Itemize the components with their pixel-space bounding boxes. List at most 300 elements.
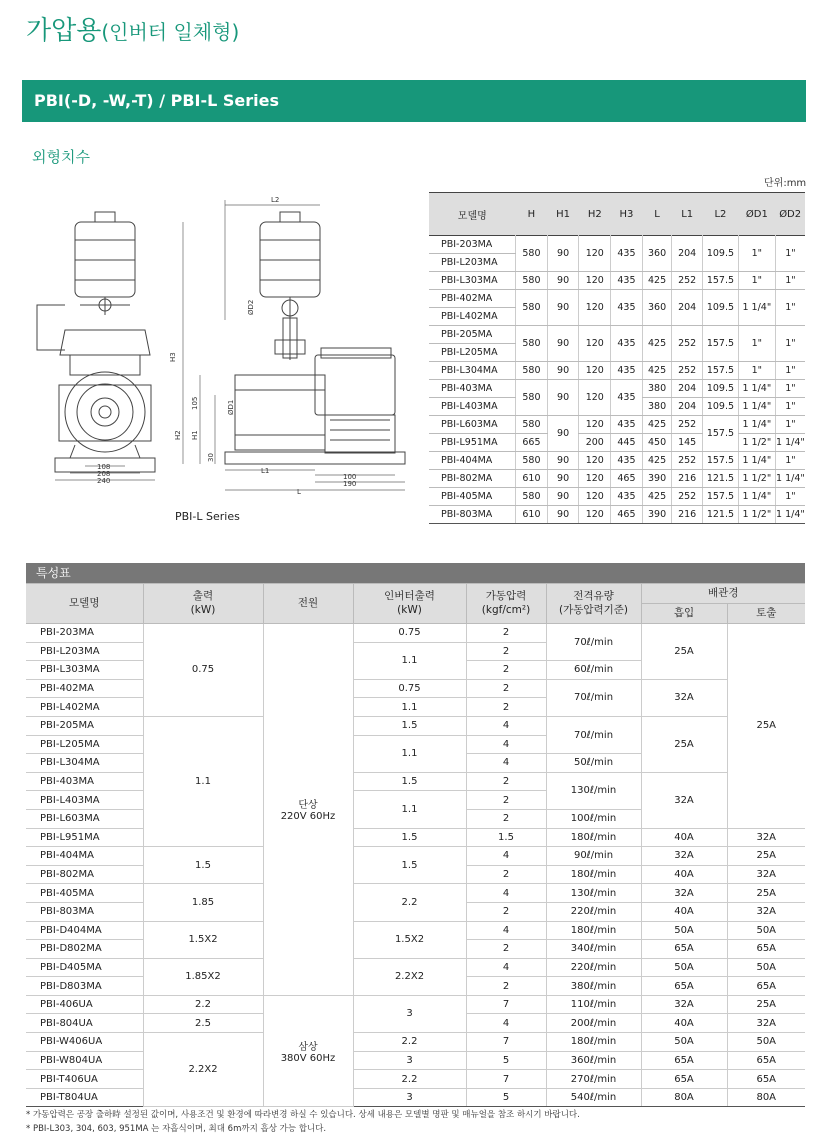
page-title-main: 가압용	[26, 16, 102, 46]
table-row	[429, 488, 805, 506]
spec-header-flow	[546, 584, 641, 624]
spec-header-power	[143, 584, 263, 624]
table-cell: 90	[547, 416, 579, 452]
table-cell: 2.2	[143, 995, 263, 1014]
table-cell: PBI-T804UA	[26, 1088, 143, 1107]
table-cell: 1"	[738, 236, 775, 272]
table-cell: 25A	[727, 847, 805, 866]
table-cell: 50A	[641, 921, 727, 940]
table-cell: 1 1/2"	[738, 506, 775, 524]
table-cell: PBI-L304MA	[429, 362, 516, 380]
table-cell: 1.5	[353, 772, 466, 791]
table-cell: PBI-802MA	[26, 865, 143, 884]
table-cell: 435	[611, 236, 643, 272]
table-cell: 1 1/4"	[775, 506, 805, 524]
table-cell: 109.5	[702, 290, 738, 326]
table-cell: 200	[579, 434, 611, 452]
table-cell: 2	[466, 809, 546, 828]
table-cell: 130ℓ/min	[546, 884, 641, 903]
table-cell: PBI-L402MA	[429, 308, 516, 326]
table-cell: 1 1/4"	[775, 470, 805, 488]
table-cell: 1"	[775, 398, 805, 416]
table-cell: PBI-L203MA	[429, 254, 516, 272]
table-cell: 40A	[641, 902, 727, 921]
table-cell: 50A	[641, 958, 727, 977]
table-cell: 580	[516, 290, 548, 326]
table-cell: 120	[579, 452, 611, 470]
dim-label-l: L	[297, 488, 301, 496]
table-cell: 204	[672, 398, 703, 416]
spec-table	[26, 583, 805, 1107]
table-row	[429, 272, 805, 290]
table-cell: 1 1/2"	[738, 434, 775, 452]
table-cell: 580	[516, 236, 548, 272]
table-cell: 60ℓ/min	[546, 661, 641, 680]
table-cell: 1"	[738, 362, 775, 380]
table-cell: 5	[466, 1088, 546, 1107]
table-row	[26, 958, 805, 977]
table-cell: 65A	[641, 1070, 727, 1089]
dim-label-105: 105	[191, 396, 199, 410]
table-cell: 120	[579, 488, 611, 506]
table-cell: 380	[642, 398, 672, 416]
table-row	[429, 506, 805, 524]
table-cell: PBI-T406UA	[26, 1070, 143, 1089]
dims-header-d2: ØD2	[775, 193, 805, 236]
table-row	[26, 624, 805, 643]
supply-single-label: 단상	[298, 800, 318, 812]
table-cell: PBI-L951MA	[429, 434, 516, 452]
table-cell: 157.5	[702, 362, 738, 380]
table-cell: 32A	[727, 1014, 805, 1033]
table-cell: 7	[466, 1033, 546, 1052]
table-cell: 1.85X2	[143, 958, 263, 995]
table-cell: PBI-D404MA	[26, 921, 143, 940]
table-row	[26, 1033, 805, 1052]
unit-label: 단위:mm	[764, 178, 807, 189]
table-cell: 32A	[727, 902, 805, 921]
supply-three-voltage: 380V 60Hz	[280, 1053, 336, 1065]
table-cell: 90ℓ/min	[546, 847, 641, 866]
table-cell: 32A	[641, 679, 727, 716]
front-view	[37, 212, 155, 472]
table-cell: 121.5	[702, 506, 738, 524]
table-cell	[263, 995, 353, 1107]
table-cell: 180ℓ/min	[546, 1033, 641, 1052]
table-cell: 1"	[775, 236, 805, 272]
table-cell: PBI-803MA	[429, 506, 516, 524]
spec-header-power-unit: (kW)	[190, 603, 216, 616]
table-row	[429, 326, 805, 344]
table-row	[429, 362, 805, 380]
series-header: PBI(-D, -W,-T) / PBI-L Series	[22, 80, 806, 122]
table-cell: 109.5	[702, 398, 738, 416]
dim-label-d1: ØD1	[227, 399, 235, 415]
table-cell: PBI-L402MA	[26, 698, 143, 717]
table-row	[26, 921, 805, 940]
table-cell: 32A	[727, 865, 805, 884]
table-cell: PBI-D802MA	[26, 940, 143, 959]
table-cell: 65A	[727, 940, 805, 959]
table-cell: 100ℓ/min	[546, 809, 641, 828]
dims-header-h3: H3	[611, 193, 643, 236]
table-cell: 1 1/4"	[775, 434, 805, 452]
table-cell: 130ℓ/min	[546, 772, 641, 809]
table-cell: PBI-203MA	[429, 236, 516, 254]
table-cell: PBI-403MA	[26, 772, 143, 791]
table-cell: 4	[466, 716, 546, 735]
table-cell: 340ℓ/min	[546, 940, 641, 959]
footnote-2: * PBI-L303, 304, 603, 951MA 는 자흡식이며, 최대 6m까지 흡상 가능 합니다.	[26, 1124, 327, 1134]
table-cell: 1.1	[143, 716, 263, 846]
table-cell: PBI-205MA	[26, 716, 143, 735]
spec-section-title: 특성표	[26, 563, 805, 583]
spec-header-inverter-unit: (kW)	[397, 603, 422, 616]
table-row	[429, 470, 805, 488]
table-cell: 216	[672, 506, 703, 524]
table-cell: 390	[642, 470, 672, 488]
table-cell: 1.5	[466, 828, 546, 847]
table-cell: 435	[611, 290, 643, 326]
table-cell: PBI-L951MA	[26, 828, 143, 847]
table-cell: 90	[547, 452, 579, 470]
table-cell: 1 1/2"	[738, 470, 775, 488]
table-cell: 450	[642, 434, 672, 452]
table-cell: 90	[547, 362, 579, 380]
table-cell: PBI-803MA	[26, 902, 143, 921]
table-cell: 70ℓ/min	[546, 716, 641, 753]
table-cell: 157.5	[702, 326, 738, 362]
table-row	[429, 380, 805, 398]
table-cell: 32A	[641, 884, 727, 903]
table-cell: PBI-L205MA	[26, 735, 143, 754]
table-cell: 1.5	[353, 716, 466, 735]
table-cell: PBI-W804UA	[26, 1051, 143, 1070]
table-cell: 120	[579, 362, 611, 380]
table-cell: 40A	[641, 1014, 727, 1033]
table-cell: 252	[672, 416, 703, 434]
dim-label-l2: L2	[271, 196, 280, 204]
table-cell: 180ℓ/min	[546, 828, 641, 847]
table-cell: 425	[642, 272, 672, 290]
table-row	[26, 716, 805, 735]
table-cell: 1"	[738, 272, 775, 290]
table-cell: 65A	[727, 1051, 805, 1070]
table-cell: 120	[579, 272, 611, 290]
table-cell: 380ℓ/min	[546, 977, 641, 996]
table-cell: 1 1/4"	[738, 452, 775, 470]
table-cell: PBI-L303MA	[26, 661, 143, 680]
dims-header-l: L	[642, 193, 672, 236]
table-cell: 665	[516, 434, 548, 452]
table-cell: PBI-802MA	[429, 470, 516, 488]
table-cell: 1.5	[353, 828, 466, 847]
table-cell: 7	[466, 1070, 546, 1089]
dims-header-h2: H2	[579, 193, 611, 236]
table-cell: 580	[516, 452, 548, 470]
dim-label-h1: H1	[191, 430, 199, 440]
table-cell: 360ℓ/min	[546, 1051, 641, 1070]
spec-header-pressure-unit: (kgf/cm²)	[481, 603, 531, 616]
table-cell: 25A	[641, 624, 727, 680]
table-cell: PBI-205MA	[429, 326, 516, 344]
table-row	[429, 290, 805, 308]
table-cell: 425	[642, 326, 672, 362]
table-cell: 90	[547, 506, 579, 524]
table-cell: 0.75	[143, 624, 263, 717]
table-cell: 610	[516, 506, 548, 524]
table-cell: 120	[579, 290, 611, 326]
table-cell: 580	[516, 488, 548, 506]
table-row	[26, 884, 805, 903]
table-cell: 4	[466, 754, 546, 773]
side-view	[225, 212, 405, 464]
table-row	[26, 679, 805, 698]
table-cell: PBI-L403MA	[26, 791, 143, 810]
table-cell: 121.5	[702, 470, 738, 488]
table-cell: 580	[516, 380, 548, 416]
table-cell: 216	[672, 470, 703, 488]
table-cell: 120	[579, 380, 611, 416]
table-cell: 90	[547, 470, 579, 488]
table-row	[26, 847, 805, 866]
table-cell: 4	[466, 958, 546, 977]
table-cell: 1"	[775, 416, 805, 434]
table-cell: 1"	[775, 326, 805, 362]
dim-label-208: 208	[97, 470, 111, 478]
table-cell: PBI-D803MA	[26, 977, 143, 996]
table-cell: 90	[547, 236, 579, 272]
table-cell: 610	[516, 470, 548, 488]
diagram-caption: PBI-L Series	[175, 510, 240, 523]
table-cell: 425	[642, 488, 672, 506]
table-cell: PBI-403MA	[429, 380, 516, 398]
table-cell: 65A	[641, 977, 727, 996]
table-cell: PBI-L205MA	[429, 344, 516, 362]
table-cell: 380	[642, 380, 672, 398]
table-cell: 1.5	[353, 847, 466, 884]
dims-header-model: 모델명	[429, 193, 516, 236]
table-cell: 204	[672, 236, 703, 272]
page-title	[26, 10, 239, 47]
table-cell: 120	[579, 236, 611, 272]
table-cell: PBI-405MA	[429, 488, 516, 506]
table-cell: 1.5X2	[353, 921, 466, 958]
table-cell: PBI-203MA	[26, 624, 143, 643]
spec-header-inverter	[353, 584, 466, 624]
table-cell: 4	[466, 735, 546, 754]
dim-label-108: 108	[97, 463, 111, 471]
table-cell: PBI-L303MA	[429, 272, 516, 290]
table-cell: 25A	[727, 995, 805, 1014]
table-cell: 3	[353, 1088, 466, 1107]
spec-header-flow-unit: (가동압력기준)	[558, 603, 629, 616]
dim-label-240: 240	[97, 477, 111, 485]
table-cell: 7	[466, 995, 546, 1014]
table-cell: 3	[353, 995, 466, 1032]
table-row	[26, 828, 805, 847]
table-cell: 2.2	[353, 1070, 466, 1089]
table-cell: 120	[579, 506, 611, 524]
table-cell: 50A	[727, 921, 805, 940]
table-cell: 2	[466, 977, 546, 996]
table-cell: 145	[672, 434, 703, 452]
table-cell: 65A	[727, 1070, 805, 1089]
table-cell: 1"	[775, 380, 805, 398]
table-cell: 2	[466, 772, 546, 791]
table-cell: 2	[466, 940, 546, 959]
table-cell: 1.1	[353, 791, 466, 828]
table-cell: 180ℓ/min	[546, 921, 641, 940]
table-cell: 425	[642, 362, 672, 380]
table-cell: 252	[672, 326, 703, 362]
table-cell: 435	[611, 488, 643, 506]
table-cell: 1.1	[353, 698, 466, 717]
table-cell: 40A	[641, 828, 727, 847]
table-cell: 252	[672, 452, 703, 470]
table-cell: 2.2	[353, 1033, 466, 1052]
table-cell: 50A	[641, 1033, 727, 1052]
supply-three-label: 삼상	[298, 1042, 318, 1054]
table-cell: 220ℓ/min	[546, 958, 641, 977]
dim-label-l1: L1	[261, 467, 270, 475]
table-cell: 1"	[775, 452, 805, 470]
table-cell: PBI-L203MA	[26, 642, 143, 661]
table-cell: 25A	[727, 884, 805, 903]
table-cell: PBI-L603MA	[26, 809, 143, 828]
table-cell: 1 1/4"	[738, 380, 775, 398]
dims-section-title: 외형치수	[32, 148, 90, 166]
spec-header-power-label: 출력	[192, 589, 214, 602]
table-cell: 252	[672, 272, 703, 290]
table-cell: 1"	[775, 272, 805, 290]
table-cell: 157.5	[702, 272, 738, 290]
table-cell: 2	[466, 642, 546, 661]
table-cell: 90	[547, 326, 579, 362]
table-cell: PBI-405MA	[26, 884, 143, 903]
supply-single-voltage: 220V 60Hz	[280, 811, 336, 823]
table-cell: 2	[466, 679, 546, 698]
table-cell: 435	[611, 380, 643, 416]
table-cell: 157.5	[702, 416, 738, 452]
table-cell: 2.2X2	[143, 1033, 263, 1107]
table-cell: 4	[466, 921, 546, 940]
table-cell: 1.1	[353, 735, 466, 772]
spec-header-pressure-label: 가동압력	[485, 589, 527, 602]
table-row	[26, 1088, 805, 1107]
spec-header-inverter-label: 인버터출력	[384, 589, 435, 602]
table-cell: 2	[466, 698, 546, 717]
table-cell: 2	[466, 661, 546, 680]
table-cell: 80A	[727, 1088, 805, 1107]
table-cell: 435	[611, 416, 643, 434]
table-cell: 1 1/4"	[738, 416, 775, 434]
table-cell: PBI-L603MA	[429, 416, 516, 434]
table-cell: 1"	[775, 362, 805, 380]
table-row	[429, 434, 805, 452]
table-cell: PBI-402MA	[26, 679, 143, 698]
table-row	[429, 236, 805, 254]
table-cell: 580	[516, 362, 548, 380]
table-cell: PBI-404MA	[429, 452, 516, 470]
table-cell: 180ℓ/min	[546, 865, 641, 884]
table-cell: 0.75	[353, 624, 466, 643]
spec-header-pipe: 배관경	[641, 584, 805, 604]
table-cell: 2.2	[353, 884, 466, 921]
spec-header-supply: 전원	[263, 584, 353, 624]
table-cell: 4	[466, 847, 546, 866]
table-row	[429, 416, 805, 434]
table-cell: 435	[611, 272, 643, 290]
table-cell: PBI-W406UA	[26, 1033, 143, 1052]
table-cell: 360	[642, 290, 672, 326]
table-cell: 435	[611, 326, 643, 362]
table-cell: 390	[642, 506, 672, 524]
table-cell: 360	[642, 236, 672, 272]
spec-header-flow-label: 전격유량	[573, 589, 614, 602]
table-cell: 204	[672, 290, 703, 326]
table-cell: 50A	[727, 1033, 805, 1052]
table-cell: 50A	[727, 958, 805, 977]
table-cell: 1 1/4"	[738, 488, 775, 506]
pump-diagram	[25, 190, 420, 535]
table-row	[429, 452, 805, 470]
table-cell: 465	[611, 506, 643, 524]
table-cell: PBI-404MA	[26, 847, 143, 866]
table-cell: 1"	[775, 290, 805, 326]
table-cell	[263, 624, 353, 996]
table-cell: 1.85	[143, 884, 263, 921]
table-cell: 110ℓ/min	[546, 995, 641, 1014]
table-cell: 200ℓ/min	[546, 1014, 641, 1033]
table-cell: 1.5X2	[143, 921, 263, 958]
table-cell: 25A	[641, 716, 727, 772]
table-cell: 40A	[641, 865, 727, 884]
table-cell: 4	[466, 1014, 546, 1033]
table-cell: 252	[672, 362, 703, 380]
table-cell: 4	[466, 884, 546, 903]
table-cell: 70ℓ/min	[546, 679, 641, 716]
table-cell: 109.5	[702, 236, 738, 272]
spec-header-suction: 흡입	[641, 604, 727, 624]
table-cell: 425	[642, 452, 672, 470]
dim-label-30: 30	[207, 453, 215, 462]
spec-header-discharge: 토출	[727, 604, 805, 624]
table-cell: 435	[611, 452, 643, 470]
table-cell: 2	[466, 865, 546, 884]
table-cell: 1 1/4"	[738, 398, 775, 416]
table-cell: 1"	[738, 326, 775, 362]
table-cell: 32A	[641, 772, 727, 828]
table-cell: 109.5	[702, 380, 738, 398]
dim-label-h3: H3	[169, 352, 177, 362]
table-cell: 2.5	[143, 1014, 263, 1033]
table-cell: 120	[579, 326, 611, 362]
table-cell: 204	[672, 380, 703, 398]
dim-label-d2: ØD2	[247, 299, 255, 315]
spec-header-pressure	[466, 584, 546, 624]
table-cell: 425	[642, 416, 672, 434]
table-row	[26, 995, 805, 1014]
table-cell: 580	[516, 272, 548, 290]
table-cell: PBI-L403MA	[429, 398, 516, 416]
table-cell: 32A	[727, 828, 805, 847]
table-cell: 120	[579, 470, 611, 488]
table-cell: 580	[516, 326, 548, 362]
table-cell: 2	[466, 624, 546, 643]
footnote-1: * 가동압력은 공장 출하時 설정된 값이며, 사용조건 및 환경에 따라변경 하실 수 있습니다. 상세 내용은 모델별 명판 및 매뉴얼을 참조 하시기 바랍니다.	[26, 1110, 580, 1120]
dim-label-h2: H2	[174, 430, 182, 440]
